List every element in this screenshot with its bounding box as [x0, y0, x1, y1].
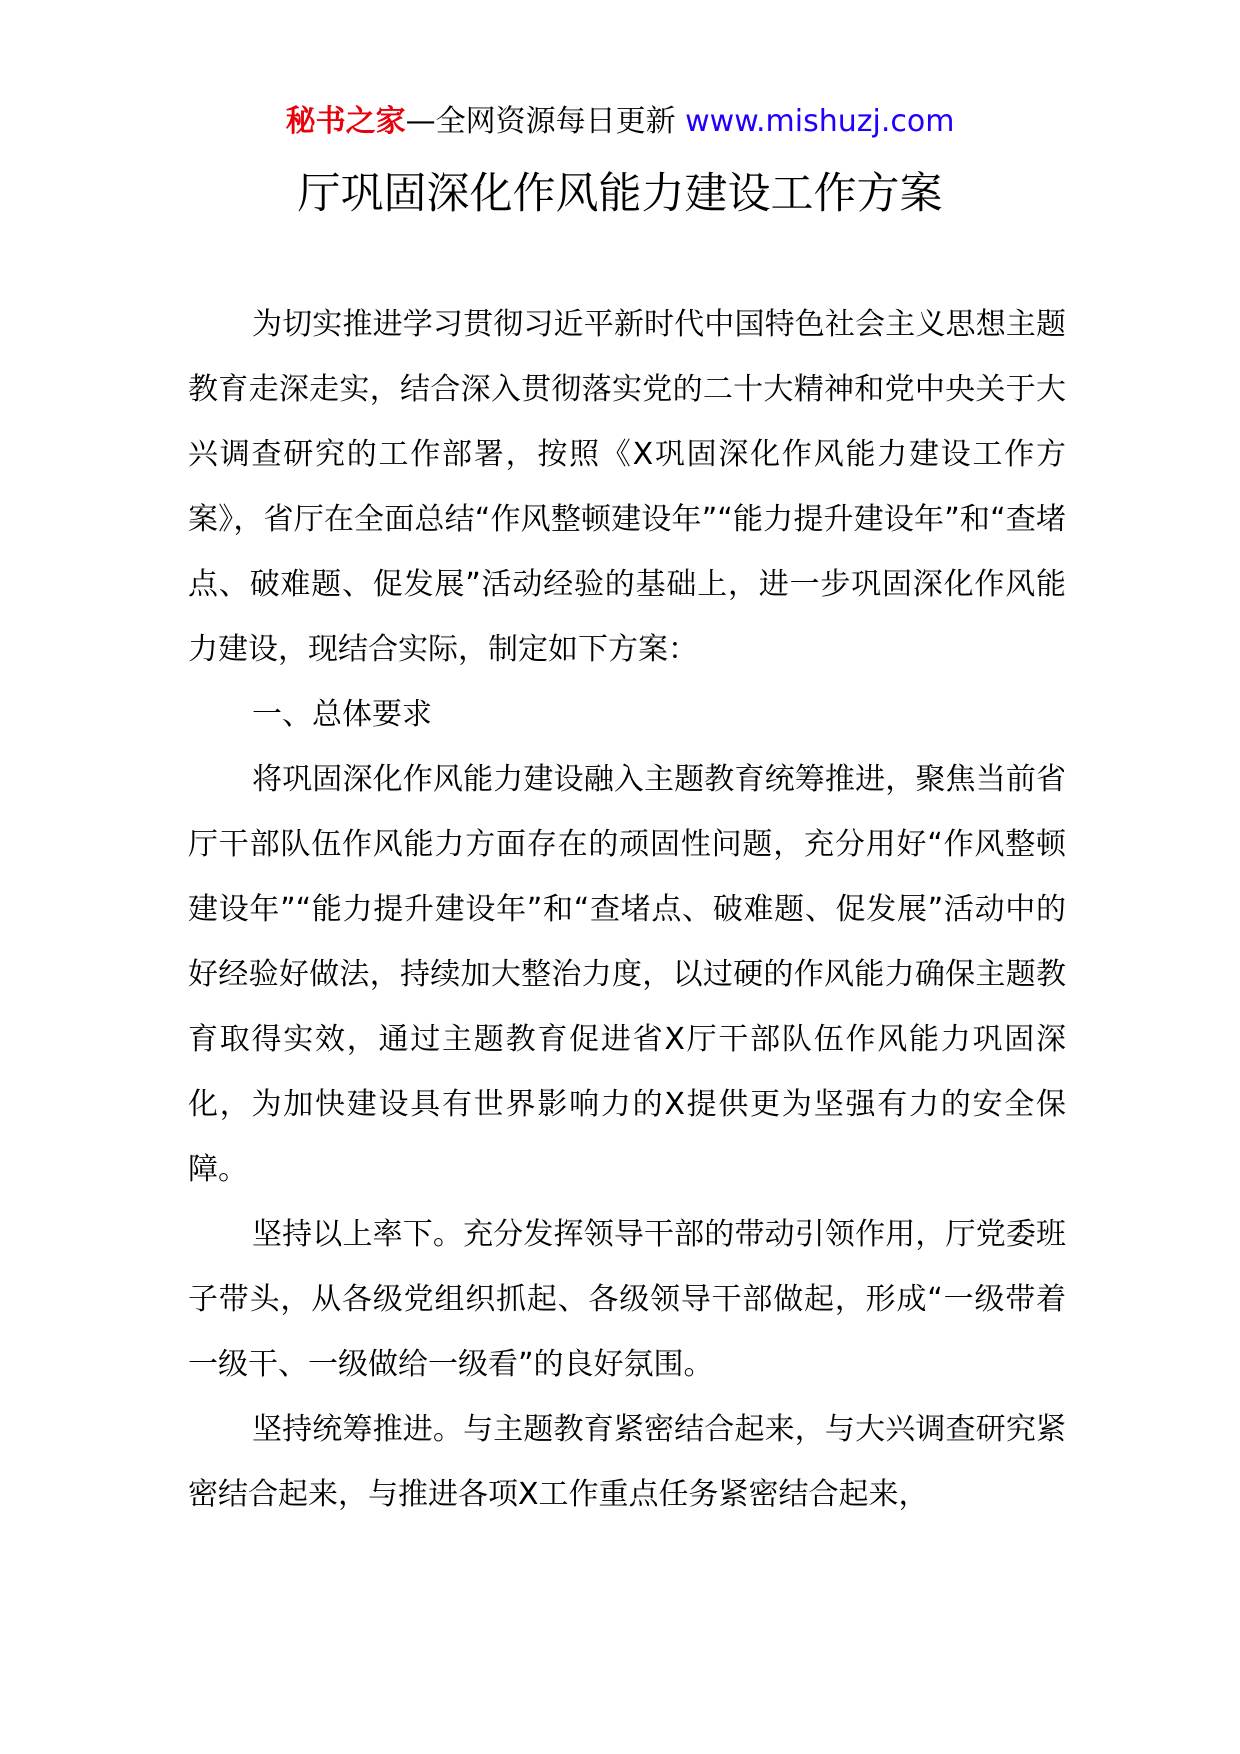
- intro-paragraph: 为切实推进学习贯彻习近平新时代中国特色社会主义思想主题教育走深走实，结合深入贯彻落实党的二十大精神和党中央关于大兴调查研究的工作部署，按照《X巩固深化作风能力建设工作方案》，省厅在全面总结“作风整顿建设年”“能力提升建设年”和“查堵点、破难题、促发展”活动经验的基础上，进一步巩固深化作风能力建设，现结合实际，制定如下方案：: [188, 307, 1066, 667]
- site-tagline: —全网资源每日更新: [405, 104, 676, 139]
- document-body: [188, 292, 1066, 1527]
- site-header: [0, 100, 1240, 144]
- body-paragraph: 坚持以上率下。充分发挥领导干部的带动引领作用，厅党委班子带头，从各级党组织抓起、各级领导干部做起，形成“一级带着一级干、一级做给一级看”的良好氛围。: [188, 1217, 1066, 1382]
- body-paragraph: 将巩固深化作风能力建设融入主题教育统筹推进，聚焦当前省厅干部队伍作风能力方面存在的顽固性问题，充分用好“作风整顿建设年”“能力提升建设年”和“查堵点、破难题、促发展”活动中的好经验好做法，持续加大整治力度，以过硬的作风能力确保主题教育取得实效，通过主题教育促进省X厅干部队伍作风能力巩固深化，为加快建设具有世界影响力的X提供更为坚强有力的安全保障。: [188, 762, 1066, 1187]
- document-title: 厅巩固深化作风能力建设工作方案: [297, 169, 943, 219]
- site-brand: 秘书之家: [285, 104, 406, 139]
- body-paragraph: 坚持统筹推进。与主题教育紧密结合起来，与大兴调查研究紧密结合起来，与推进各项X工作重点任务紧密结合起来，: [188, 1412, 1066, 1512]
- site-url-link[interactable]: www.mishuzj.com: [685, 104, 955, 139]
- section-heading: 一、总体要求: [252, 697, 432, 732]
